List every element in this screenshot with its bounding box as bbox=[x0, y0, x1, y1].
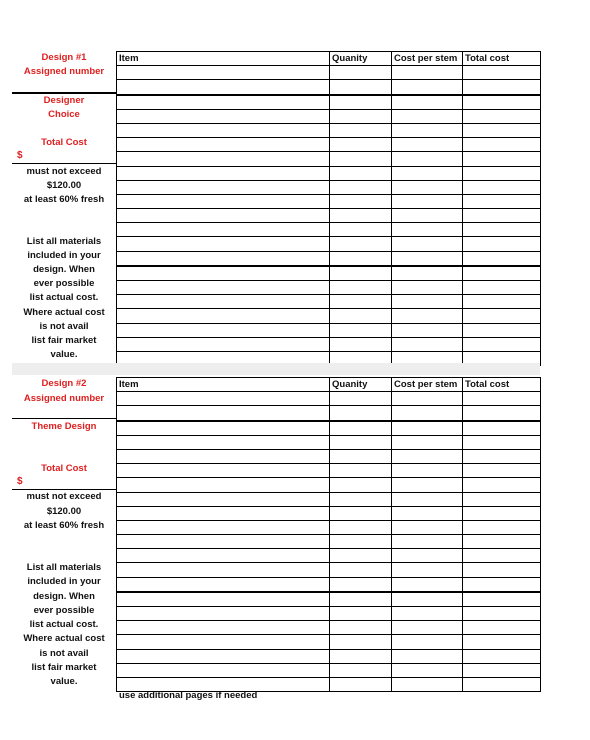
table-cell[interactable] bbox=[463, 209, 541, 223]
table-header-row bbox=[117, 52, 541, 66]
table-cell[interactable] bbox=[392, 677, 463, 691]
table-cell[interactable] bbox=[463, 109, 541, 123]
table-cell[interactable] bbox=[463, 635, 541, 649]
table-cell[interactable] bbox=[117, 281, 330, 295]
table-cell[interactable] bbox=[392, 180, 463, 194]
design-1-materials-table bbox=[116, 51, 541, 366]
table-cell[interactable] bbox=[330, 180, 392, 194]
table-row bbox=[117, 449, 541, 463]
table-cell[interactable] bbox=[463, 180, 541, 194]
table-cell[interactable] bbox=[330, 663, 392, 677]
table-cell[interactable] bbox=[117, 649, 330, 663]
design-1-label: Design #1 bbox=[41, 52, 87, 63]
table-row bbox=[117, 492, 541, 506]
table-cell[interactable] bbox=[392, 309, 463, 323]
design-2-instruction-line: included in your bbox=[27, 576, 101, 587]
table-cell[interactable] bbox=[330, 535, 392, 549]
design-1-instruction-line: Where actual cost bbox=[23, 307, 105, 318]
design-2-instruction-line: Where actual cost bbox=[23, 633, 105, 644]
table-row bbox=[117, 80, 541, 95]
table-cell[interactable] bbox=[463, 492, 541, 506]
table-cell[interactable] bbox=[330, 209, 392, 223]
table-cell[interactable] bbox=[392, 109, 463, 123]
column-header: Cost per stem bbox=[392, 378, 463, 392]
table-cell[interactable] bbox=[392, 337, 463, 351]
table-cell[interactable] bbox=[392, 663, 463, 677]
table-cell[interactable] bbox=[330, 577, 392, 592]
table-cell[interactable] bbox=[392, 649, 463, 663]
table-cell[interactable] bbox=[117, 266, 330, 281]
table-cell[interactable] bbox=[392, 449, 463, 463]
table-cell[interactable] bbox=[392, 66, 463, 80]
table-cell[interactable] bbox=[117, 138, 330, 152]
table-row bbox=[117, 180, 541, 194]
table-cell[interactable] bbox=[463, 152, 541, 166]
table-cell[interactable] bbox=[330, 435, 392, 449]
table-row bbox=[117, 520, 541, 534]
table-cell[interactable] bbox=[117, 549, 330, 563]
table-cell[interactable] bbox=[330, 309, 392, 323]
table-cell[interactable] bbox=[117, 449, 330, 463]
table-cell[interactable] bbox=[117, 123, 330, 137]
design-1-instruction-line: value. bbox=[50, 349, 78, 360]
table-cell[interactable] bbox=[330, 649, 392, 663]
table-cell[interactable] bbox=[117, 421, 330, 436]
table-cell[interactable] bbox=[117, 492, 330, 506]
table-cell[interactable] bbox=[330, 607, 392, 621]
table-cell[interactable] bbox=[330, 66, 392, 80]
table-cell[interactable] bbox=[117, 392, 330, 406]
table-row bbox=[117, 635, 541, 649]
design-2-dollar-sign: $ bbox=[17, 476, 23, 487]
table-cell[interactable] bbox=[117, 251, 330, 266]
table-cell[interactable] bbox=[392, 607, 463, 621]
table-cell[interactable] bbox=[330, 138, 392, 152]
table-row bbox=[117, 266, 541, 281]
table-cell[interactable] bbox=[330, 492, 392, 506]
table-cell[interactable] bbox=[117, 607, 330, 621]
table-cell[interactable] bbox=[392, 563, 463, 577]
design-1-instruction-line: ever possible bbox=[33, 278, 95, 289]
column-header: Total cost bbox=[463, 52, 541, 66]
table-cell[interactable] bbox=[117, 435, 330, 449]
divider-line bbox=[12, 418, 116, 419]
design-1-category-line-2: Choice bbox=[48, 109, 80, 120]
table-cell[interactable] bbox=[392, 166, 463, 180]
design-2-instruction-line: ever possible bbox=[33, 605, 95, 616]
table-cell[interactable] bbox=[117, 592, 330, 607]
table-cell[interactable] bbox=[392, 464, 463, 478]
table-cell[interactable] bbox=[330, 166, 392, 180]
table-cell[interactable] bbox=[463, 677, 541, 691]
design-1-instruction-line: list fair market bbox=[31, 335, 97, 346]
column-header: Quanity bbox=[330, 52, 392, 66]
table-cell[interactable] bbox=[463, 549, 541, 563]
table-cell[interactable] bbox=[117, 109, 330, 123]
design-1-total-cost-label: Total Cost bbox=[41, 137, 87, 148]
table-cell[interactable] bbox=[330, 223, 392, 237]
table-cell[interactable] bbox=[117, 95, 330, 110]
table-cell[interactable] bbox=[463, 266, 541, 281]
table-cell[interactable] bbox=[392, 549, 463, 563]
table-row bbox=[117, 209, 541, 223]
table-cell[interactable] bbox=[463, 520, 541, 534]
design-2-category-line-1: Theme Design bbox=[31, 421, 97, 432]
footer-note: use additional pages if needed bbox=[119, 690, 258, 701]
design-2-limit-line-2: $120.00 bbox=[46, 506, 82, 517]
column-header: Item bbox=[117, 378, 330, 392]
table-cell[interactable] bbox=[463, 95, 541, 110]
table-cell[interactable] bbox=[463, 577, 541, 592]
table-row bbox=[117, 563, 541, 577]
table-cell[interactable] bbox=[117, 237, 330, 251]
design-1-instruction-line: design. When bbox=[33, 264, 95, 275]
table-cell[interactable] bbox=[392, 194, 463, 208]
table-cell[interactable] bbox=[117, 520, 330, 534]
table-cell[interactable] bbox=[392, 506, 463, 520]
table-cell[interactable] bbox=[463, 435, 541, 449]
table-row bbox=[117, 435, 541, 449]
design-2-instruction-line: is not avail bbox=[39, 648, 89, 659]
table-cell[interactable] bbox=[463, 649, 541, 663]
table-row bbox=[117, 123, 541, 137]
table-cell[interactable] bbox=[463, 621, 541, 635]
table-cell[interactable] bbox=[117, 621, 330, 635]
table-cell[interactable] bbox=[117, 80, 330, 95]
table-cell[interactable] bbox=[117, 478, 330, 492]
table-cell[interactable] bbox=[463, 478, 541, 492]
table-cell[interactable] bbox=[330, 251, 392, 266]
table-cell[interactable] bbox=[330, 237, 392, 251]
table-cell[interactable] bbox=[117, 577, 330, 592]
table-cell[interactable] bbox=[330, 95, 392, 110]
table-row bbox=[117, 592, 541, 607]
table-cell[interactable] bbox=[117, 406, 330, 421]
table-cell[interactable] bbox=[330, 392, 392, 406]
table-cell[interactable] bbox=[330, 266, 392, 281]
table-cell[interactable] bbox=[392, 520, 463, 534]
table-row bbox=[117, 577, 541, 592]
table-cell[interactable] bbox=[463, 295, 541, 309]
table-cell[interactable] bbox=[117, 166, 330, 180]
table-cell[interactable] bbox=[463, 421, 541, 436]
table-cell[interactable] bbox=[463, 337, 541, 351]
column-header: Item bbox=[117, 52, 330, 66]
table-row bbox=[117, 66, 541, 80]
table-cell[interactable] bbox=[330, 478, 392, 492]
table-cell[interactable] bbox=[392, 138, 463, 152]
table-row bbox=[117, 251, 541, 266]
table-row bbox=[117, 109, 541, 123]
table-cell[interactable] bbox=[392, 478, 463, 492]
column-header: Total cost bbox=[463, 378, 541, 392]
design-2-instruction-line: value. bbox=[50, 676, 78, 687]
table-cell[interactable] bbox=[330, 80, 392, 95]
table-cell[interactable] bbox=[463, 323, 541, 337]
table-cell[interactable] bbox=[117, 66, 330, 80]
table-cell[interactable] bbox=[330, 323, 392, 337]
design-2-instruction-line: design. When bbox=[33, 591, 95, 602]
design-1-limit-line-2: $120.00 bbox=[46, 180, 82, 191]
table-cell[interactable] bbox=[392, 406, 463, 421]
table-row bbox=[117, 663, 541, 677]
table-cell[interactable] bbox=[330, 109, 392, 123]
table-cell[interactable] bbox=[117, 663, 330, 677]
table-cell[interactable] bbox=[330, 635, 392, 649]
table-cell[interactable] bbox=[117, 323, 330, 337]
table-cell[interactable] bbox=[117, 464, 330, 478]
design-1-instruction-line: List all materials bbox=[26, 236, 102, 247]
table-cell[interactable] bbox=[117, 194, 330, 208]
table-cell[interactable] bbox=[330, 421, 392, 436]
table-cell[interactable] bbox=[392, 123, 463, 137]
design-2-instruction-line: list actual cost. bbox=[29, 619, 99, 630]
table-cell[interactable] bbox=[463, 166, 541, 180]
table-row bbox=[117, 421, 541, 436]
design-2-instruction-line: list fair market bbox=[31, 662, 97, 673]
design-1-instruction-line: is not avail bbox=[39, 321, 89, 332]
table-cell[interactable] bbox=[330, 295, 392, 309]
design-1-limit-line-1: must not exceed bbox=[26, 166, 102, 177]
table-cell[interactable] bbox=[117, 635, 330, 649]
table-row bbox=[117, 237, 541, 251]
table-row bbox=[117, 194, 541, 208]
table-row bbox=[117, 621, 541, 635]
table-cell[interactable] bbox=[463, 663, 541, 677]
table-row bbox=[117, 281, 541, 295]
table-cell[interactable] bbox=[330, 123, 392, 137]
table-cell[interactable] bbox=[463, 464, 541, 478]
table-cell[interactable] bbox=[330, 520, 392, 534]
table-cell[interactable] bbox=[392, 635, 463, 649]
table-cell[interactable] bbox=[117, 152, 330, 166]
table-cell[interactable] bbox=[463, 392, 541, 406]
table-row bbox=[117, 138, 541, 152]
design-2-label: Design #2 bbox=[41, 378, 87, 389]
table-cell[interactable] bbox=[330, 337, 392, 351]
table-cell[interactable] bbox=[330, 464, 392, 478]
table-cell[interactable] bbox=[392, 435, 463, 449]
table-cell[interactable] bbox=[463, 138, 541, 152]
design-2-total-cost-label: Total Cost bbox=[41, 463, 87, 474]
table-cell[interactable] bbox=[330, 563, 392, 577]
design-1-limit-line-3: at least 60% fresh bbox=[23, 194, 105, 205]
table-cell[interactable] bbox=[330, 677, 392, 691]
table-row bbox=[117, 392, 541, 406]
table-cell[interactable] bbox=[463, 281, 541, 295]
table-cell[interactable] bbox=[117, 563, 330, 577]
design-1-instruction-line: included in your bbox=[27, 250, 101, 261]
table-cell[interactable] bbox=[392, 392, 463, 406]
design-1-category-line-1: Designer bbox=[43, 95, 85, 106]
table-cell[interactable] bbox=[117, 309, 330, 323]
section-gap bbox=[12, 363, 540, 375]
table-cell[interactable] bbox=[117, 209, 330, 223]
table-row bbox=[117, 406, 541, 421]
table-row bbox=[117, 152, 541, 166]
table-row bbox=[117, 464, 541, 478]
table-cell[interactable] bbox=[463, 251, 541, 266]
table-cell[interactable] bbox=[463, 237, 541, 251]
table-cell[interactable] bbox=[463, 123, 541, 137]
table-cell[interactable] bbox=[330, 506, 392, 520]
table-cell[interactable] bbox=[392, 577, 463, 592]
table-row bbox=[117, 223, 541, 237]
design-2-materials-table bbox=[116, 377, 541, 692]
design-1-dollar-sign: $ bbox=[17, 150, 23, 161]
table-row bbox=[117, 95, 541, 110]
table-cell[interactable] bbox=[330, 152, 392, 166]
table-row bbox=[117, 549, 541, 563]
table-cell[interactable] bbox=[392, 80, 463, 95]
column-header: Quanity bbox=[330, 378, 392, 392]
table-row bbox=[117, 535, 541, 549]
table-cell[interactable] bbox=[463, 406, 541, 421]
table-cell[interactable] bbox=[392, 266, 463, 281]
table-cell[interactable] bbox=[392, 421, 463, 436]
table-cell[interactable] bbox=[392, 223, 463, 237]
table-cell[interactable] bbox=[463, 66, 541, 80]
table-cell[interactable] bbox=[117, 223, 330, 237]
table-row bbox=[117, 506, 541, 520]
table-cell[interactable] bbox=[463, 80, 541, 95]
table-row bbox=[117, 295, 541, 309]
table-cell[interactable] bbox=[463, 607, 541, 621]
table-cell[interactable] bbox=[463, 309, 541, 323]
table-row bbox=[117, 337, 541, 351]
table-cell[interactable] bbox=[330, 194, 392, 208]
table-cell[interactable] bbox=[117, 180, 330, 194]
table-row bbox=[117, 478, 541, 492]
divider-line bbox=[12, 163, 116, 164]
table-cell[interactable] bbox=[392, 295, 463, 309]
table-cell[interactable] bbox=[117, 337, 330, 351]
table-cell[interactable] bbox=[392, 592, 463, 607]
table-cell[interactable] bbox=[463, 449, 541, 463]
table-cell[interactable] bbox=[117, 535, 330, 549]
table-cell[interactable] bbox=[392, 95, 463, 110]
table-cell[interactable] bbox=[463, 535, 541, 549]
table-cell[interactable] bbox=[392, 281, 463, 295]
table-cell[interactable] bbox=[117, 295, 330, 309]
table-row bbox=[117, 607, 541, 621]
table-cell[interactable] bbox=[463, 592, 541, 607]
table-cell[interactable] bbox=[330, 621, 392, 635]
table-cell[interactable] bbox=[392, 152, 463, 166]
table-cell[interactable] bbox=[330, 281, 392, 295]
table-cell[interactable] bbox=[392, 492, 463, 506]
table-cell[interactable] bbox=[392, 323, 463, 337]
table-row bbox=[117, 649, 541, 663]
design-2-limit-line-3: at least 60% fresh bbox=[23, 520, 105, 531]
design-1-assigned-label: Assigned number bbox=[23, 66, 105, 77]
table-cell[interactable] bbox=[463, 194, 541, 208]
table-cell[interactable] bbox=[330, 406, 392, 421]
design-2-limit-line-1: must not exceed bbox=[26, 491, 102, 502]
table-cell[interactable] bbox=[463, 506, 541, 520]
table-row bbox=[117, 166, 541, 180]
table-cell[interactable] bbox=[330, 592, 392, 607]
table-cell[interactable] bbox=[392, 621, 463, 635]
table-cell[interactable] bbox=[392, 237, 463, 251]
table-row bbox=[117, 323, 541, 337]
table-row bbox=[117, 309, 541, 323]
design-2-instruction-line: List all materials bbox=[26, 562, 102, 573]
table-cell[interactable] bbox=[392, 209, 463, 223]
table-cell[interactable] bbox=[463, 563, 541, 577]
table-cell[interactable] bbox=[117, 506, 330, 520]
table-cell[interactable] bbox=[392, 535, 463, 549]
table-cell[interactable] bbox=[463, 223, 541, 237]
table-cell[interactable] bbox=[330, 549, 392, 563]
table-cell[interactable] bbox=[330, 449, 392, 463]
design-2-assigned-label: Assigned number bbox=[23, 393, 105, 404]
column-header: Cost per stem bbox=[392, 52, 463, 66]
design-1-instruction-line: list actual cost. bbox=[29, 292, 99, 303]
table-header-row bbox=[117, 378, 541, 392]
table-cell[interactable] bbox=[392, 251, 463, 266]
